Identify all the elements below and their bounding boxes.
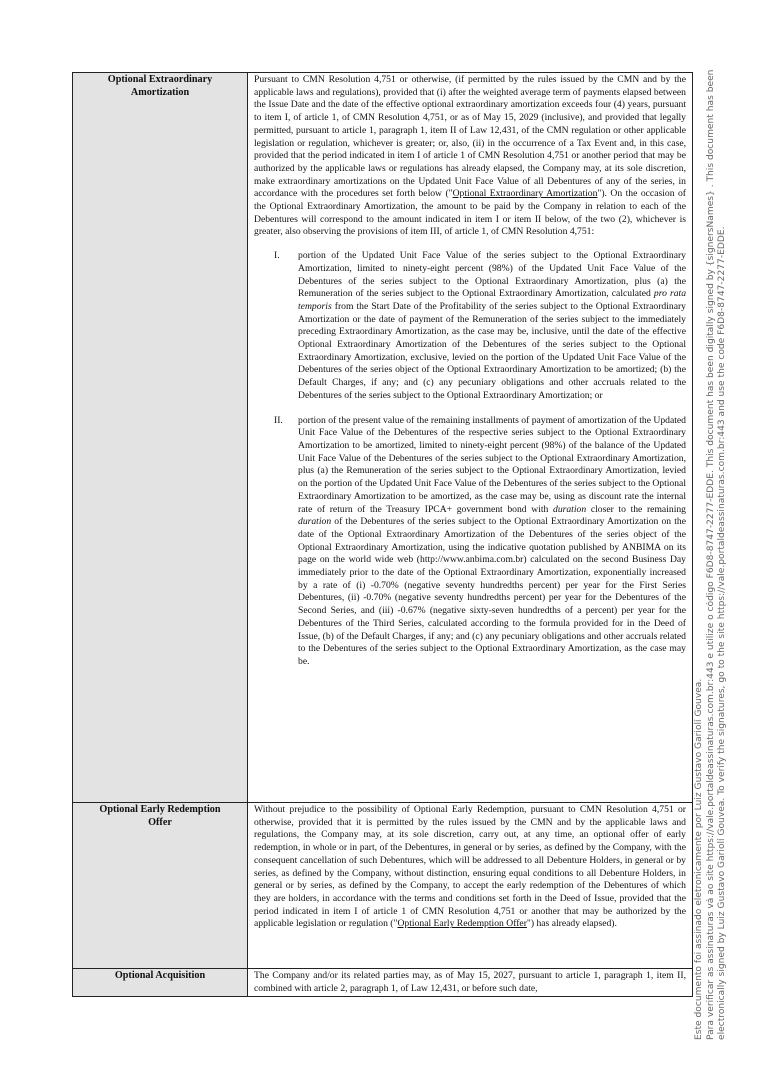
paragraph bbox=[254, 804, 686, 931]
intro-paragraph bbox=[254, 74, 686, 239]
row-content bbox=[248, 73, 693, 803]
italic-term: duration bbox=[553, 503, 587, 515]
signature-notice bbox=[694, 40, 729, 1040]
defined-term: Optional Early Redemption Offer bbox=[397, 918, 527, 930]
text-run: of the Debentures of the series subject to the Optional Extraordinary Amortization on the date of the Optional Extraordinary Amortization of the Debentures of the series object of the Optional Extraordinary Amortization, using the indicative quotation published by ANBIMA on its page on the world wide web (http://www.anbima.com.br) calculated on the second Business Day immediately prior to the date of the Optional Extraordinary Amortization, exponentially increased by a rate of (i) -0.70% (negative seventy hundredths percent) per year for the First Series Debentures, (ii) -0.70% (negative seventy hundredths percent) per year for the Debentures of the Second Series, and (iii) -0.67% (negative sixty-seven hundredths of a percent) per year for the Debentures of the Third Series, calculated according to the formula provided for in the Deed of Issue, (b) of the Default Charges, if any; and (c) any pecuniary obligations and other accruals related to the Debentures of the series subject to the Optional Extraordinary Amortization, as the case may be. bbox=[298, 516, 686, 667]
text-run: portion of the present value of the remaining installments of payment of amortization of the Updated Unit Face Value of the Debentures of the respective series subject to the Optional Extraordinary Amortization to be amortized, limited to ninety-eight percent (98%) of the balance of the Updated Unit Face Value of the Debentures of the series subject to the Optional Extraordinary Amortization, plus (a) the Remuneration of the series subject to the Optional Extraordinary Amortization, levied on the portion of the Updated Unit Face Value of the Debentures of the series subject to the Optional Extraordinary Amortization to be amortized, as the case may be, using as discount rate the internal rate of return of the Treasury IPCA+ government bond with bbox=[298, 414, 686, 515]
italic-term: pro rata temporis bbox=[298, 288, 687, 312]
row-content bbox=[248, 969, 693, 997]
defined-term: Optional Extraordinary Amortization bbox=[452, 188, 598, 200]
text-run: portion of the Updated Unit Face Value of the series subject to the Optional Extraordinary Amortization, limited to ninety-eight percent (98%) of the Updated Unit Face Value of the Debentures of the series subject to the Optional Extraordinary Amortization, plus (a) the Remuneration of the series subject to the Optional Extraordinary Amortization, calculated bbox=[298, 250, 686, 300]
item-text bbox=[298, 415, 686, 669]
text-run: closer to the remaining bbox=[586, 503, 686, 515]
row-label: Optional Early Redemption Offer bbox=[73, 803, 248, 969]
item-number: I. bbox=[274, 250, 280, 262]
item-number: II. bbox=[274, 414, 283, 426]
row-label: Optional Acquisition bbox=[73, 969, 248, 997]
row-content bbox=[248, 803, 693, 969]
signature-line: Para verificar as assinaturas vá ao site https://vale.portaldeassinaturas.com.br:443 e utilize o código F6D8-8747-2277-EDDE. This document has been digitally signed by {signersNames} . This document has been bbox=[705, 69, 716, 1040]
text-run: "). On the occasion of the Optional Extraordinary Amortization, the amount to be paid by the Company in relation to each of the Debentures will correspond to the amount indicated in item I or item II below, of the two (2), whichever is greater, also observing the provisions of item III, of article 1, of CMN Resolution 4,751: bbox=[254, 188, 686, 238]
text-run: from the Start Date of the Profitability of the series subject to the Optional Extraordinary Amortization or the date of payment of the Remuneration of the series subject to the immediately preceding Extraordinary Amortization, as the case may be, inclusive, until the date of the effective Optional Extraordinary Amortization of the Debentures of the series subject to the Optional Extraordinary Amortization, exclusive, levied on the portion of the Updated Unit Face Value of the Debentures of the series object of the Optional Extraordinary Amortization to be amortized; (b) the Default Charges, if any; and (c) any pecuniary obligations and other accruals related to the Debentures of the series subject to the Optional Extraordinary Amortization; or bbox=[298, 300, 686, 401]
table-row bbox=[73, 803, 693, 969]
table-row bbox=[73, 969, 693, 997]
list-item bbox=[254, 415, 686, 669]
list-item bbox=[254, 250, 686, 402]
item-text bbox=[298, 250, 686, 402]
text-run: ") has already elapsed). bbox=[526, 918, 617, 930]
paragraph: The Company and/or its related parties may, as of May 15, 2027, pursuant to article 1, paragraph 1, item II, combined with article 2, paragraph 1, of Law 12,431, or before such date, bbox=[254, 970, 686, 994]
row-label: Optional Extraordinary Amortization bbox=[73, 73, 248, 803]
text-run: Pursuant to CMN Resolution 4,751 or otherwise, (if permitted by the rules issued by the CMN and by the applicable laws and regulations), provided that (i) after the weighted average term of payments elapsed between the Issue Date and the date of the effective optional extraordinary amortization exceeds four (4) years, pursuant to item I, of article 1, of CMN Resolution 4,751, or as of May 15, 2029 (inclusive), and provided that legally permitted, pursuant to article 1, paragraph 1, item II of Law 12,431, of the CMN regulation or other applicable legislation or regulation, whichever is greater; or, also, (ii) in the occurrence of a Tax Event and, in this case, provided that the period indicated in item I of article 1 of CMN Resolution 4,751 or another period that may be authorized by the applicable laws or regulations has already elapsed, the Company may, at its sole discretion, make extraordinary amortizations on the Updated Unit Face Value of all Debentures of any of the series, in accordance with the procedures set forth below (" bbox=[254, 74, 686, 200]
text-run: Without prejudice to the possibility of Optional Early Redemption, pursuant to CMN Resolution 4,751 or otherwise, provided that it is permitted by the rules issued by the CMN and by the applicable laws and regulations, the Company may, at its sole discretion, carry out, at any time, an optional offer of early redemption, in whole or in part, of the Debentures, in general or by series, as defined by the Company, with the consequent cancellation of such Debentures, which will be addressed to all Debenture Holders, in general or by series, as defined by the Company, without distinction, ensuring equal conditions to all Debenture Holders, in general or by series, as defined by the Company, to accept the early redemption of the Debentures of which they are holders, in accordance with the terms and conditions set forth in the Deed of Issue, provided that the period indicated in item I of article 1 of CMN Resolution 4,751 or another that may be authorized by the applicable legislation or regulation (" bbox=[254, 804, 686, 930]
signature-line: Este documento foi assinado eletronicamente por Luiz Gustavo Gariolí Gouvea. bbox=[694, 678, 704, 1040]
table-row bbox=[73, 73, 693, 803]
terms-table bbox=[72, 72, 693, 997]
signature-line: electronically signed by Luiz Gustavo Gariolí Gouvea. To verify the signatures, go to the site https://vale.portaldeassinaturas.com.br:443 and use the code F6D8-8747-2277-EDDE. bbox=[717, 226, 728, 1040]
italic-term: duration bbox=[298, 516, 332, 528]
